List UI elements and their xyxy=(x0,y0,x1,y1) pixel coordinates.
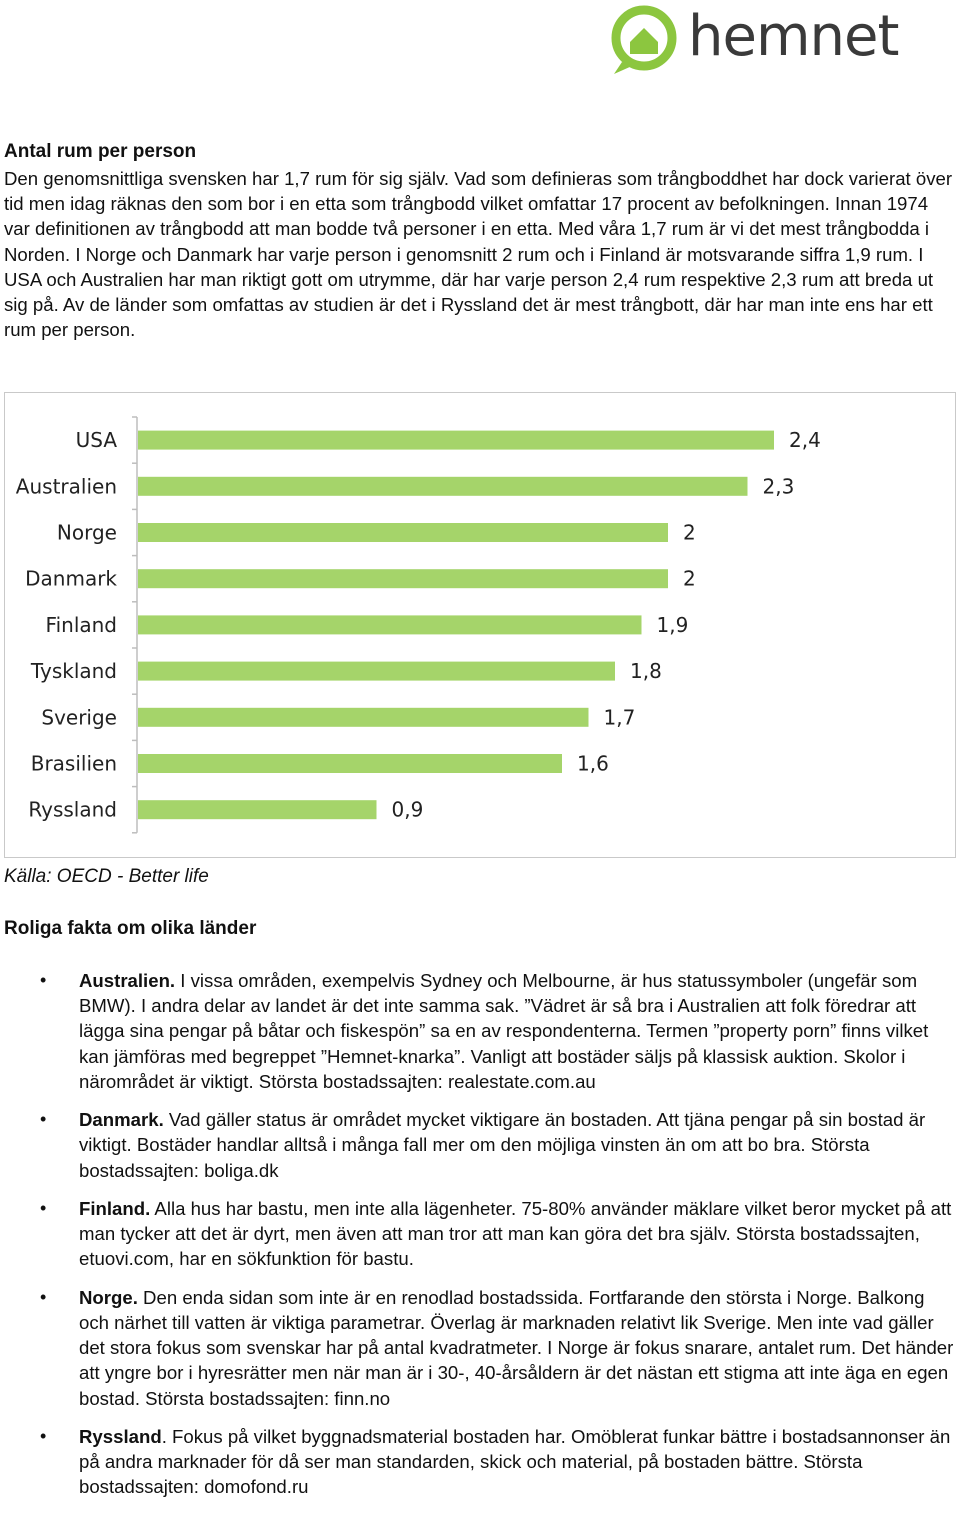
fact-country: Finland. xyxy=(79,1198,151,1219)
value-label: 2 xyxy=(683,520,696,545)
fact-item xyxy=(0,1107,957,1183)
category-label: Ryssland xyxy=(28,797,117,822)
section-title: Antal rum per person xyxy=(4,141,197,162)
value-label: 2,4 xyxy=(789,428,821,453)
value-label: 0,9 xyxy=(391,797,424,822)
fact-item xyxy=(0,1285,957,1411)
facts-list xyxy=(0,968,960,1513)
logo-text: hemnet xyxy=(688,4,899,69)
bullet-icon: • xyxy=(40,1286,47,1307)
value-label: 1,7 xyxy=(603,705,636,730)
category-label: Sverige xyxy=(41,705,117,730)
bar-chart xyxy=(5,393,957,859)
fact-country: Ryssland xyxy=(79,1426,162,1447)
category-label: Norge xyxy=(56,520,117,545)
fact-country: Australien. xyxy=(79,970,176,991)
bullet-icon: • xyxy=(40,1109,47,1130)
bar xyxy=(138,523,668,542)
fact-text: Den enda sidan som inte är en renodlad bostadssida. Fortfarande den största i Norge. Balkong och närhet till vatten är viktiga parametrar. Överlag är marknaden relativt lik Sverige. Men inte vad gäller det stora fokus som svenskar har på antal kvadratmeter. I Norge är fokus snarare, antalet rum. Det händer att yngre bor i hyresrätter men när man är i 30-, 40-årsåldern är det nästan ett stigma att inte äga en egen bostad. Största bostadssajten: finn.no xyxy=(79,1286,954,1409)
value-label: 1,8 xyxy=(630,659,662,684)
value-label: 1,9 xyxy=(656,612,689,637)
category-label: Danmark xyxy=(25,566,117,591)
fact-country: Norge. xyxy=(79,1286,138,1308)
source-note: Källa: OECD - Better life xyxy=(4,866,209,887)
fact-text: I vissa områden, exempelvis Sydney och Melbourne, är hus statussymboler (ungefär som BMW). I andra delar av landet är det inte samma sak. ”Vädret är så bra i Australien att folk föredrar att lägga sina pengar på båtar och fiskespön” sa en av respondenterna. Termen ”property porn” finns vilket kan jämföras med begreppet ”Hemnet-knarka”. Vanligt att bostäder säljs på klassisk auktion. Skolor i närområdet är viktigt. Största bostadssajten: realestate.com.au xyxy=(79,970,929,1092)
value-label: 2 xyxy=(683,566,696,591)
facts-title: Roliga fakta om olika länder xyxy=(4,918,257,939)
rooms-per-person-chart xyxy=(4,392,956,858)
bar xyxy=(138,662,615,681)
intro-paragraph: Den genomsnittliga svensken har 1,7 rum för sig själv. Vad som definieras som trångboddhet har dock varierat över tid men idag räknas den som bor i en etta som trångbodd vilket omfattar 17 procent av befolkningen. Innan 1974 var definitionen av trångbodd att man bodde två personer i en etta. Med våra 1,7 rum är vi det mest trångbodda i Norden. I Norge och Danmark har varje person i genomsnitt 2 rum och i Finland är motsvarande siffra 1,9 rum. I USA och Australien har man riktigt gott om utrymme, där har varje person 2,4 rum respektive 2,3 rum att breda ut sig på. Av de länder som omfattas av studien är det i Ryssland det är mest trångbott, där har man inte ens har ett rum per person. xyxy=(4,168,953,341)
fact-text: Vad gäller status är området mycket viktigare än bostaden. Att tjäna pengar på sin bostad är viktigt. Bostäder handlar alltså i många fall mer om den möjliga vinsten än om att bo bra. Största bostadssajten: boliga.dk xyxy=(79,1109,926,1181)
hemnet-logo xyxy=(608,2,908,78)
value-label: 1,6 xyxy=(577,751,609,776)
category-label: Tyskland xyxy=(30,659,117,684)
bar xyxy=(138,708,589,727)
bar xyxy=(138,477,748,496)
bullet-icon: • xyxy=(40,970,47,990)
bullet-icon: • xyxy=(40,1198,47,1218)
category-label: Brasilien xyxy=(30,751,117,776)
bar xyxy=(138,800,377,819)
fact-country: Danmark. xyxy=(79,1109,164,1131)
fact-item xyxy=(0,1424,957,1500)
value-label: 2,3 xyxy=(762,474,795,499)
fact-text: . Fokus på vilket byggnadsmaterial bostaden har. Omöblerat funkar bättre i bostadsannonser än på andra marknader för då ser man standarden, skick och material, på bostaden bättre. Största bostadssajten: domofond.ru xyxy=(79,1426,951,1498)
fact-item xyxy=(0,1196,957,1272)
bar xyxy=(138,754,562,773)
category-label: USA xyxy=(75,428,117,453)
bar xyxy=(138,569,668,588)
fact-item xyxy=(0,968,957,1094)
bullet-icon: • xyxy=(40,1426,47,1446)
category-label: Finland xyxy=(45,612,117,637)
bar xyxy=(138,615,642,634)
house-pin-icon xyxy=(608,2,684,78)
fact-text: Alla hus har bastu, men inte alla lägenheter. 75-80% använder mäklare vilket beror mycket på att man tycker att det är dyrt, men även att man tror att man kan göra det bra själv. Största bostadssajten, etuovi.com, har en sökfunktion för bastu. xyxy=(79,1198,952,1270)
bar xyxy=(138,431,774,450)
category-label: Australien xyxy=(15,474,117,499)
